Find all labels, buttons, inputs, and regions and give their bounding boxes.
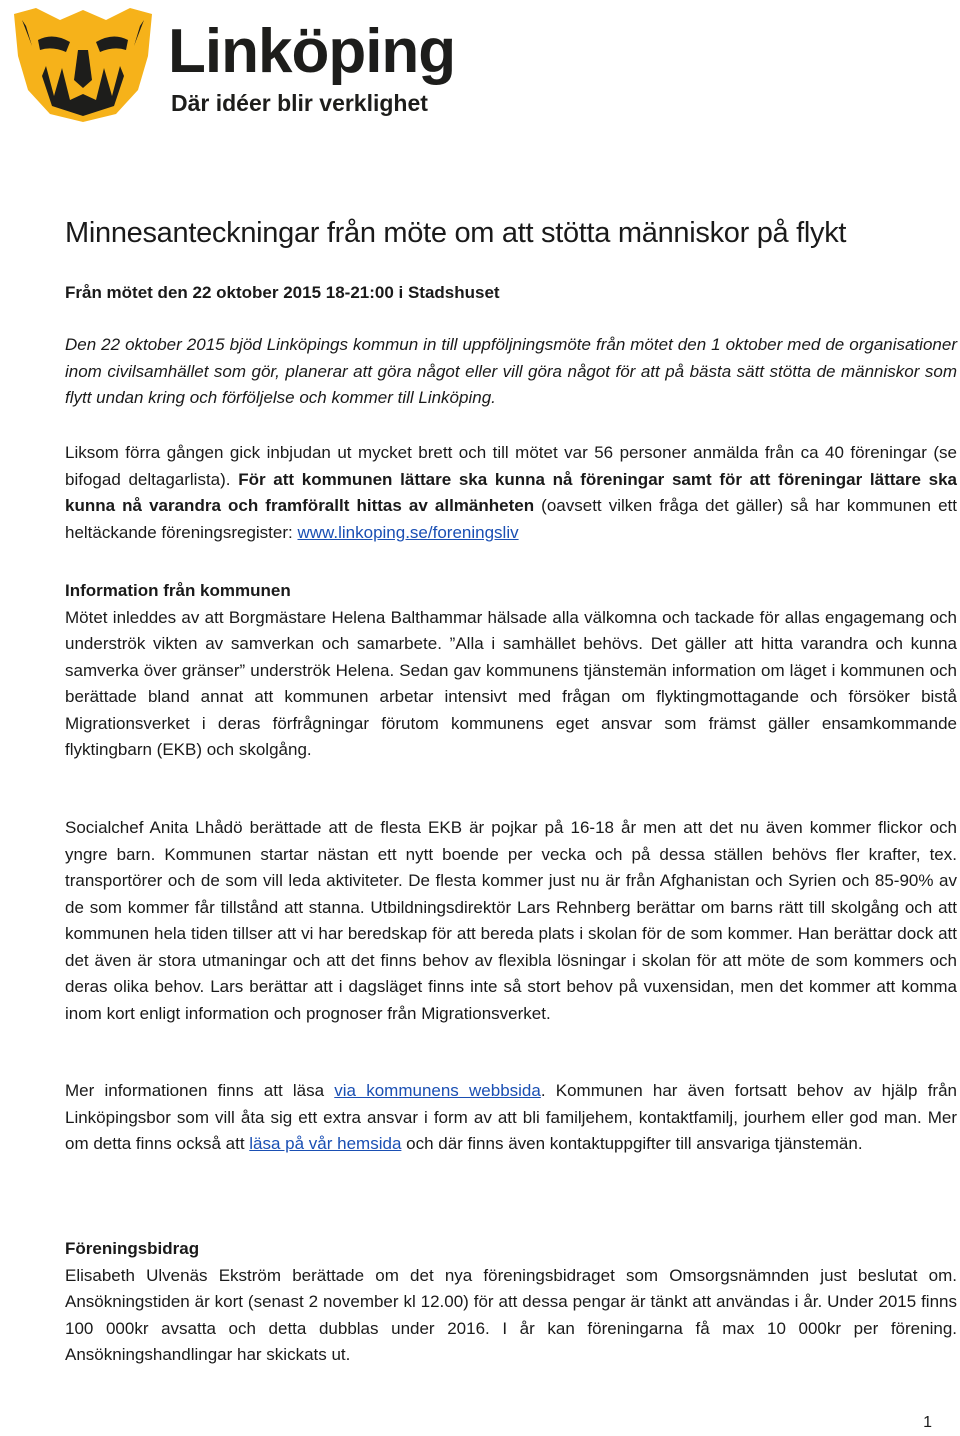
- more-info-text: Mer informationen finns att läsa: [65, 1081, 335, 1100]
- document-subtitle: Från mötet den 22 oktober 2015 18-21:00 i Stadshuset: [65, 283, 500, 302]
- page-number: 1: [923, 1414, 932, 1431]
- grant-paragraph: Elisabeth Ulvenäs Ekström berättade om det nya föreningsbidraget som Omsorgsnämnden just beslutat om. Ansökningstiden är kort (senast 2 november kl 12.00) för att dessa pengar är tänkt att användas i år. Under 2015 finns 100 000kr avsatta och detta dubblas under 2016. I år kan föreningarna få max 10 000kr per förening. Ansökningshandlingar har skickats ut.: [65, 1265, 957, 1364]
- section-kommun-info: [65, 578, 957, 764]
- logo-wordmark: Linköping: [168, 17, 456, 86]
- foreningsliv-link[interactable]: www.linkoping.se/foreningsliv: [297, 522, 519, 542]
- logo-slogan: Där idéer blir verklighet: [171, 90, 428, 116]
- section-heading: Information från kommunen: [65, 581, 291, 600]
- document-title: Minnesanteckningar från möte om att stötta människor på flykt: [65, 217, 847, 249]
- lion-head-icon: [8, 6, 158, 124]
- more-info-paragraph: [65, 1078, 957, 1158]
- social-services-paragraph: Socialchef Anita Lhådö berättade att de flesta EKB är pojkar på 16-18 år men att det nu även kommer flickor och yngre barn. Kommunen startar nästan ett nytt boende per vecka och på dessa ställen behövs fler krafter, tex. transportörer och de som vill leda aktiviteter. De flesta kommer just nu är från Afghanistan och Syrien och 85-90% av de som kommer får tillstånd att stanna. Utbildningsdirektör Lars Rehnberg berättar om barns rätt till skolgång och att kommunen hela tiden tillser att vi har beredskap för att bereda plats i skolan för de som kommer. Han berättar dock att det även är stora utmaningar och att det finns behov av flexibla lösningar i skolan för att möte de som kommers och deras olika behov. Lars berättar att i dagsläget finns inte så stort behov på vuxensidan, men det kommer att komma inom kort enligt information och prognoser från Migrationsverket.: [65, 818, 957, 1023]
- attendance-paragraph: [65, 440, 957, 546]
- intro-paragraph: Den 22 oktober 2015 bjöd Linköpings kommun in till uppföljningsmöte från mötet den 1 oktober med de organisationer inom civilsamhället som gör, planerar att göra något eller vill göra något för att på bästa sätt stötta de människor som flytt undan kring och förföljelse och kommer till Linköping.: [65, 335, 957, 407]
- mayor-paragraph: Mötet inleddes av att Borgmästare Helena Balthammar hälsade alla välkomna och tackade för allas engagemang och underströk vikten av samverkan och samarbete. ”Alla i samhället behövs. Det gäller att hitta varandra och kunna samverka över gränser” underströk Helena. Sedan gav kommunens tjänstemän information om läget i kommunen och berättade bland annat att kommunen arbetar intensivt med frågan om flyktingmottagande och försöker bistå Migrationsverket i deras förfrågningar förutom kommunens eget ansvar som främst gäller ensamkommande flyktingbarn (EKB) och skolgång.: [65, 607, 957, 759]
- section-heading: Föreningsbidrag: [65, 1239, 200, 1258]
- more-info-text-continued: . Kommunen har även fortsatt behov av hjälp från Linköpingsbor som vill åta sig ett extra ansvar i form av att bli familjehem, kontaktfamilj, jourhem eller god man. Mer om detta finns också att: [65, 1081, 957, 1153]
- homepage-link[interactable]: läsa på vår hemsida: [249, 1134, 402, 1153]
- attendance-text-continued: (oavsett vilken fråga det gäller) så har kommunen ett heltäckande föreningsregister:: [65, 496, 957, 542]
- kommun-website-link[interactable]: via kommunens webbsida: [334, 1081, 541, 1100]
- section-foreningsbidrag: [65, 1236, 957, 1369]
- attendance-bold-text: För att kommunen lättare ska kunna nå föreningar samt för att föreningar lättare ska kunna nå varandra och framförallt hittas av allmänheten: [65, 469, 957, 515]
- attendance-text: Liksom förra gången gick inbjudan ut mycket brett och till mötet var 56 personer anmälda från ca 40 föreningar (se bifogad deltagarlista).: [65, 443, 957, 489]
- more-info-text-end: och där finns även kontaktuppgifter till ansvariga tjänstemän.: [401, 1134, 863, 1153]
- linkoping-logo: [8, 6, 468, 126]
